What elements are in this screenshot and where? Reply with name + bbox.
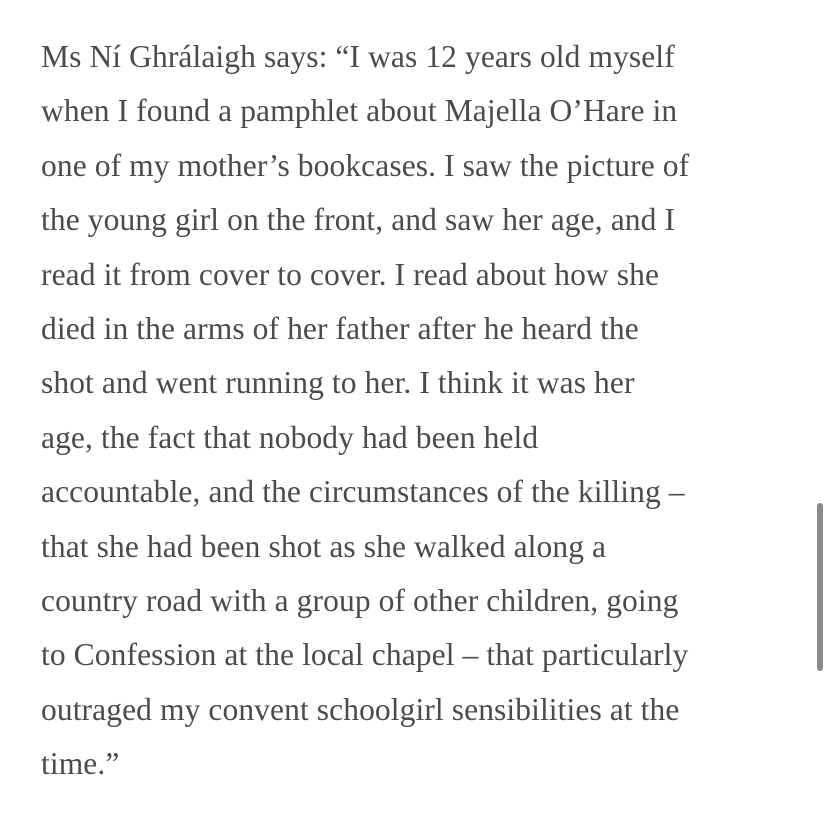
- paragraph-line: accountable, and the circumstances of the killing –: [41, 474, 685, 510]
- paragraph-line: shot and went running to her. I think it was her: [41, 365, 635, 401]
- paragraph-line: age, the fact that nobody had been held: [41, 419, 539, 455]
- paragraph-line: when I found a pamphlet about Majella O’Hare in: [41, 93, 678, 129]
- paragraph-line: time.”: [41, 746, 120, 782]
- paragraph-line: died in the arms of her father after he heard the: [41, 311, 639, 347]
- paragraph-line: one of my mother’s bookcases. I saw the picture of: [41, 147, 690, 183]
- paragraph-line: outraged my convent schoolgirl sensibilities at the: [41, 691, 680, 727]
- vertical-scrollbar[interactable]: [817, 503, 823, 671]
- paragraph-line: that she had been shot as she walked along a: [41, 528, 607, 564]
- article-paragraph: [41, 30, 801, 792]
- paragraph-line: Ms Ní Ghrálaigh says: “I was 12 years old myself: [41, 39, 675, 74]
- paragraph-line: the young girl on the front, and saw her age, and I: [41, 202, 676, 238]
- paragraph-line: country road with a group of other children, going: [41, 583, 679, 619]
- paragraph-line: to Confession at the local chapel – that particularly: [41, 637, 689, 673]
- paragraph-line: read it from cover to cover. I read about how she: [41, 256, 660, 292]
